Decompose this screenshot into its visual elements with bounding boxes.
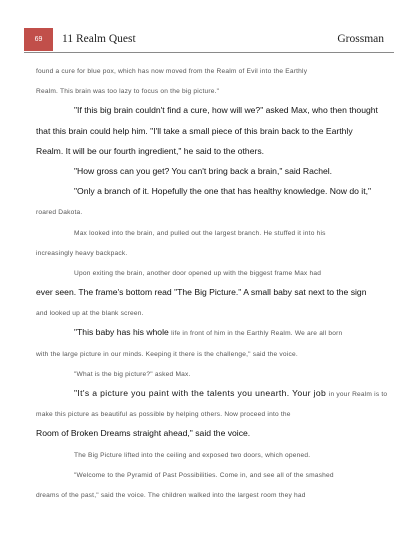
text-segment: Realm. This brain was too lazy to focus on the big picture." xyxy=(36,88,220,96)
text-segment: "If this big brain couldn't find a cure, how will we?" asked Max, who then thought xyxy=(74,105,378,116)
text-segment: ever seen. The frame's bottom read "The Big Picture." A small baby sat next to the sign xyxy=(36,287,367,298)
text-segment: "This baby has his whole xyxy=(74,327,172,338)
text-line xyxy=(36,60,392,80)
text-line xyxy=(36,222,392,242)
header-rule xyxy=(24,52,394,53)
page-number-badge: 69 xyxy=(24,28,53,51)
text-segment: "Welcome to the Pyramid of Past Possibilities. Come in, and see all of the smashed xyxy=(74,471,334,479)
running-header-title: 11 Realm Quest xyxy=(62,33,136,45)
text-segment: dreams of the past," said the voice. The children walked into the largest room they had xyxy=(36,491,306,499)
text-line xyxy=(36,322,392,342)
text-segment: with the large picture in our minds. Keeping it there is the challenge," said the voice. xyxy=(36,350,298,358)
text-line xyxy=(36,121,392,141)
text-segment: Realm. It will be our fourth ingredient," he said to the others. xyxy=(36,145,265,156)
text-line xyxy=(36,302,392,322)
text-line xyxy=(36,100,392,120)
text-line xyxy=(36,383,392,403)
text-line xyxy=(36,282,392,302)
text-line xyxy=(36,80,392,100)
text-segment: and looked up at the blank screen. xyxy=(36,310,144,318)
text-line xyxy=(36,262,392,282)
text-line xyxy=(36,343,392,363)
text-segment: roared Dakota. xyxy=(36,209,83,217)
body-text xyxy=(36,60,392,504)
text-segment: Upon exiting the brain, another door opened up with the biggest frame Max had xyxy=(74,269,322,277)
text-line xyxy=(36,444,392,464)
running-header-author: Grossman xyxy=(337,33,384,45)
text-segment: Max looked into the brain, and pulled out the largest branch. He stuffed it into his xyxy=(74,229,326,237)
text-line xyxy=(36,201,392,221)
text-line xyxy=(36,181,392,201)
text-segment: that this brain could help him. "I'll take a small piece of this brain back to the Earthly xyxy=(36,125,353,136)
text-segment: Room of Broken Dreams straight ahead," said the voice. xyxy=(36,428,251,439)
text-segment: "It's a picture you paint with the talents you unearth. Your job xyxy=(74,388,329,398)
text-line xyxy=(36,363,392,383)
text-line xyxy=(36,484,392,504)
text-line xyxy=(36,242,392,262)
text-segment: The Big Picture lifted into the ceiling and exposed two doors, which opened. xyxy=(74,451,311,459)
text-line xyxy=(36,403,392,423)
text-segment: make this picture as beautiful as possible by helping others. Now proceed into the xyxy=(36,411,291,419)
text-segment: life in front of him in the Earthly Realm. We are all born xyxy=(171,330,343,338)
text-segment: "How gross can you get? You can't bring back a brain," said Rachel. xyxy=(74,165,333,176)
text-segment: found a cure for blue pox, which has now moved from the Realm of Evil into the Earthly xyxy=(36,68,308,75)
text-line xyxy=(36,161,392,181)
text-line xyxy=(36,423,392,443)
text-line xyxy=(36,141,392,161)
text-segment: increasingly heavy backpack. xyxy=(36,249,128,257)
text-segment: "What is the big picture?" asked Max. xyxy=(74,370,191,378)
text-segment: in your Realm is to xyxy=(328,391,388,398)
text-segment: "Only a branch of it. Hopefully the one that has healthy knowledge. Now do it," xyxy=(74,186,372,197)
text-line xyxy=(36,464,392,484)
